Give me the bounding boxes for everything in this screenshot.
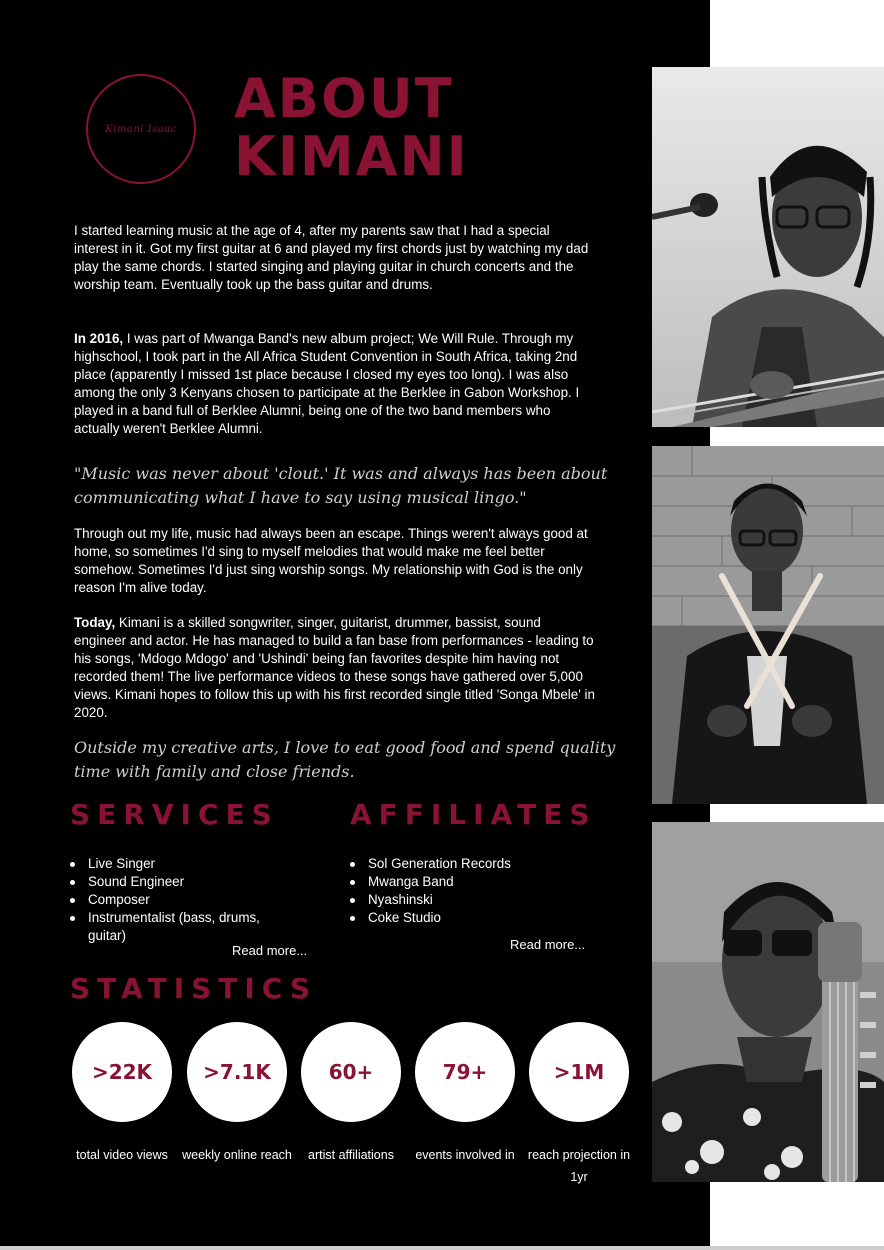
services-title: SERVICES — [70, 798, 279, 831]
page-title-line2: KIMANI — [234, 125, 469, 188]
paragraph-today-lead: Today, — [74, 615, 116, 630]
paragraph-2016-body: I was part of Mwanga Band's new album project; We Will Rule. Through my highschool, I took part in the All Africa Student Convention in South Africa, taking 2nd place (apparently I missed 1st place because I closed my eyes too long). I was also among the only 3 Kenyans chosen to participate at the Berklee in Gabon Workshop. I played in a band full of Berklee Alumni, being one of the two band members who actually weren't Berklee Alumni. — [74, 331, 580, 436]
affiliates-read-more-link[interactable]: Read more... — [510, 937, 586, 952]
stat-circle — [187, 1022, 287, 1122]
stat-circle — [415, 1022, 515, 1122]
affiliates-list — [350, 855, 600, 927]
stat-value: 79+ — [442, 1060, 488, 1084]
stat-value: 60+ — [328, 1060, 374, 1084]
paragraph-today — [74, 614, 596, 722]
list-item: Live Singer — [70, 855, 300, 873]
stat-value: >22K — [91, 1060, 153, 1084]
list-item: Nyashinski — [350, 891, 600, 909]
stat-label: reach projection in 1yr — [527, 1148, 631, 1184]
photo-guitar-singer — [652, 67, 884, 427]
list-item: Mwanga Band — [350, 873, 600, 891]
stat-value: >7.1K — [203, 1060, 271, 1084]
list-item: Sol Generation Records — [350, 855, 600, 873]
paragraph-escape: Through out my life, music had always been an escape. Things weren't always good at home, so sometimes I'd sing to myself melodies that would make me feel better somehow. Sometimes I'd just sing worship songs. My relationship with God is the only reason I'm alive today. — [74, 526, 588, 595]
photo-drumsticks — [652, 446, 884, 804]
list-item: Composer — [70, 891, 300, 909]
quote-creative: Outside my creative arts, I love to eat good food and spend quality time with family and close friends. — [74, 738, 616, 781]
paragraph-2016 — [74, 330, 596, 438]
stat-circle — [529, 1022, 629, 1122]
stat-label: artist affiliations — [308, 1148, 394, 1162]
list-item: Instrumentalist (bass, drums, guitar) — [70, 909, 300, 945]
photo-bass-guitar — [652, 822, 884, 1182]
paragraph-intro: I started learning music at the age of 4, after my parents saw that I had a special interest in it. Got my first guitar at 6 and played my first chords just by watching my dad play the same chords. I started singing and playing guitar in church concerts and the worship team. Eventually took up the bass guitar and drums. — [74, 223, 589, 292]
list-item: Coke Studio — [350, 909, 600, 927]
list-item: Sound Engineer — [70, 873, 300, 891]
affiliates-title: AFFILIATES — [350, 798, 597, 831]
quote-clout: "Music was never about 'clout.' It was and always has been about communicating what I have to say using musical lingo." — [74, 464, 608, 507]
stat-label: total video views — [76, 1148, 168, 1162]
logo-circle — [86, 74, 196, 184]
stat-label: events involved in — [415, 1148, 515, 1162]
stat-value: >1M — [553, 1060, 605, 1084]
paragraph-2016-lead: In 2016, — [74, 331, 124, 346]
services-read-more-link[interactable]: Read more... — [232, 943, 308, 958]
page-title-line1: ABOUT — [234, 67, 454, 130]
stat-label: weekly online reach — [182, 1148, 292, 1162]
services-list — [70, 855, 300, 945]
bottom-divider — [0, 1246, 884, 1250]
statistics-title: STATISTICS — [70, 972, 318, 1005]
stat-circle — [72, 1022, 172, 1122]
paragraph-today-body: Kimani is a skilled songwriter, singer, guitarist, drummer, bassist, sound engineer and actor. He has managed to build a fan base from performances - leading to his songs, 'Mdogo Mdogo' and 'Ushindi' being fan favorites despite him having not recorded them! The live performance videos to these songs have gathered over 5,000 views. Kimani hopes to follow this up with his first recorded single titled 'Songa Mbele' in 2020. — [74, 615, 595, 720]
stat-circle — [301, 1022, 401, 1122]
logo-signature: Kimani Isaac — [105, 123, 177, 135]
page-title — [234, 67, 469, 188]
